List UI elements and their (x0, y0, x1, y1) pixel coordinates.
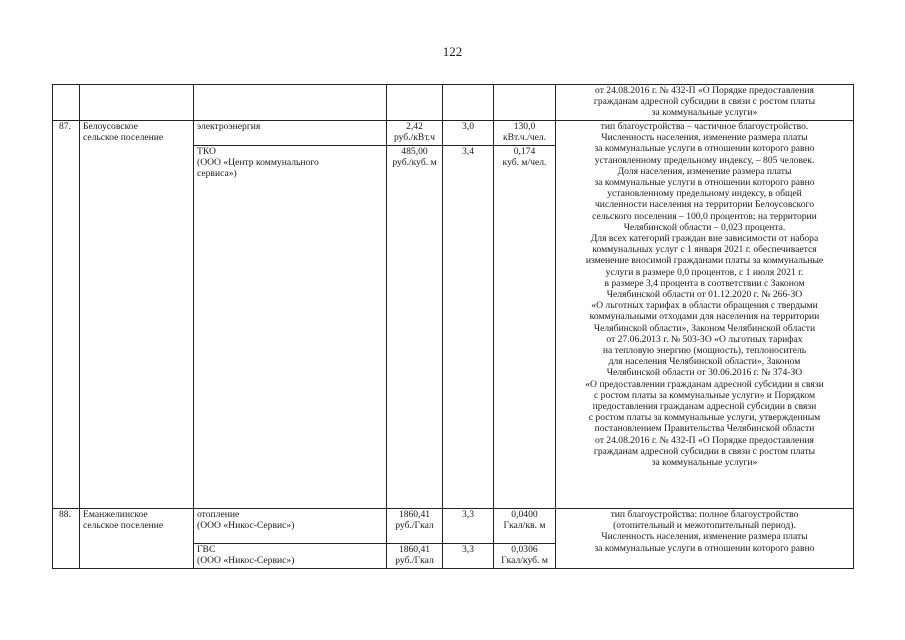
tariff-value-line: руб./Гкал (395, 520, 434, 532)
justification-text-line: гражданам адресной субсидии в связи с ростом платы (593, 96, 816, 108)
norm-value (494, 146, 556, 509)
justification-text-line: Доля населения, изменение размера платы (617, 165, 792, 177)
service-name-line: сервиса») (197, 168, 237, 180)
justification-text-line: услуги в размере 0,0 процентов, с 1 июля 2021 г. (605, 266, 804, 278)
justification-text-line: от 24.08.2016 г. № 432-П «О Порядке предоставления (595, 434, 814, 446)
norm-value (494, 121, 556, 146)
service-name (194, 121, 387, 146)
tariff-value (387, 544, 443, 569)
settlement-name (80, 85, 194, 121)
table-row (53, 121, 854, 146)
justification-text-line: постановлением Правительства Челябинской области (594, 423, 815, 435)
service-name (194, 85, 387, 121)
justification-text-line: Для всех категорий граждан вне зависимости от набора (590, 233, 819, 245)
tariff-value (387, 509, 443, 544)
settlement-name-line: Еманжелинское (83, 509, 148, 520)
justification-text-line: коммунальными отходами для населения на территории (589, 311, 820, 323)
justification-text-line: гражданам адресной субсидии в связи с ростом платы (593, 445, 816, 457)
norm-value (494, 509, 556, 544)
row-number: 87. (53, 121, 80, 509)
justification-text (556, 509, 854, 569)
justification-text-line: за коммунальные услуги» (651, 107, 758, 119)
justification-text-line: «О предоставлении гражданам адресной субсидии в связи (585, 378, 824, 390)
norm-value-line: Гкал/кв. м (503, 520, 546, 532)
settlement-name-line: Белоусовское (83, 121, 138, 132)
tariff-value-line: руб./куб. м (392, 157, 437, 169)
settlement-name-line: сельское поселение (83, 132, 164, 144)
service-name-line: электроэнергия (197, 121, 261, 132)
row-number: 88. (53, 509, 80, 569)
justification-text-line: в размере 3,4 процента в соответствии с Законом (604, 277, 805, 289)
service-name (194, 146, 387, 509)
justification-text-line: за коммунальные услуги в отношении которого равно (594, 177, 815, 189)
justification-text-line: Численность населения, изменение размера платы (601, 132, 808, 144)
justification-text (556, 85, 854, 121)
justification-text (556, 121, 854, 509)
justification-text-line: тип благоустройства: полное благоустройство (610, 509, 799, 520)
norm-value-line: 0,174 (513, 146, 536, 157)
tariff-value-line: 1860,41 (398, 509, 431, 520)
tariff-table (52, 84, 854, 569)
justification-text-line: изменение вносимой гражданами платы за коммунальные (585, 255, 824, 267)
justification-text-line: коммунальных услуг с 1 января 2021 г. обеспечивается (592, 244, 817, 256)
justification-text-line: за коммунальные услуги» (651, 457, 758, 469)
justification-text-line: Челябинской области от 01.12.2020 г. № 266-ЗО (606, 289, 803, 301)
justification-text-line: с ростом платы за коммунальные услуги, утвержденным (588, 412, 821, 424)
tariff-value-line: 1860,41 (398, 544, 431, 555)
tariff-value-line: 485,00 (401, 146, 428, 157)
justification-text-line: от 27.06.2013 г. № 503-ЗО «О льготных тарифах (606, 333, 803, 345)
tariff-value-line: руб./Гкал (395, 555, 434, 567)
table-row (53, 85, 854, 121)
tariff-value (387, 85, 443, 121)
service-name-line: ГВС (197, 544, 216, 555)
index-value: 3,3 (443, 544, 494, 569)
justification-text-line: на тепловую энергию (мощность), теплоноситель (602, 345, 807, 357)
justification-text-line: (отопительный и межотопительный период). (613, 520, 796, 532)
index-value (443, 85, 494, 121)
norm-value (494, 544, 556, 569)
service-name-line: (ООО «Центр коммунального (197, 157, 319, 169)
tariff-value-line: руб./кВт.ч (393, 132, 436, 144)
service-name (194, 544, 387, 569)
service-name-line: (ООО «Никос-Сервис») (197, 520, 295, 532)
norm-value-line: Гкал/куб. м (501, 555, 548, 567)
justification-text-line: тип благоустройства – частичное благоустройство. (600, 121, 809, 132)
norm-value-line: 130,0 (513, 121, 536, 132)
justification-text-line: установленному предельному индексу, – 805 человек. (594, 154, 815, 166)
norm-value (494, 85, 556, 121)
index-value: 3,3 (443, 509, 494, 544)
justification-text-line: Челябинской области – 0,023 процента. (623, 221, 786, 233)
justification-text-line: за коммунальные услуги в отношении которого равно (594, 143, 815, 155)
justification-text-line: с ростом платы за коммунальные услуги» и Порядком (593, 389, 816, 401)
norm-value-line: куб. м/чел. (502, 157, 547, 169)
justification-text-line: для населения Челябинской области», Законом (608, 356, 801, 368)
service-name-line: ТКО (197, 146, 216, 157)
justification-text-line: сельского поселения – 100,0 процентов; на территории (592, 210, 817, 222)
norm-value-line: 0,0306 (511, 544, 538, 555)
page-number: 122 (442, 44, 463, 59)
justification-text-line: за коммунальные услуги в отношении которого равно (594, 542, 815, 554)
index-value: 3,4 (443, 146, 494, 509)
row-number (53, 85, 80, 121)
tariff-value-line: 2,42 (406, 121, 423, 132)
index-value: 3,0 (443, 121, 494, 146)
justification-text-line: численности населения на территории Белоусовского (594, 199, 815, 211)
service-name-line: отопление (197, 509, 240, 520)
justification-text-line: предоставления гражданам адресной субсидии в связи (592, 401, 817, 413)
norm-value-line: 0,0400 (511, 509, 538, 520)
table-row (53, 509, 854, 544)
justification-text-line: Челябинской области», Законом Челябинской области (593, 322, 816, 334)
norm-value-line: кВт.ч./чел. (502, 132, 547, 144)
tariff-value (387, 146, 443, 509)
settlement-name-line: сельское поселение (83, 520, 164, 532)
justification-text-line: Численность населения, изменение размера платы (601, 531, 808, 543)
settlement-name (80, 509, 194, 569)
justification-text-line: «О льготных тарифах в области обращения с твердыми (591, 300, 818, 312)
justification-text-line: установленному предельному индексу, в общей (607, 188, 802, 200)
tariff-value (387, 121, 443, 146)
settlement-name (80, 121, 194, 509)
justification-text-line: Челябинской области от 30.06.2016 г. № 374-ЗО (606, 367, 803, 379)
service-name-line: (ООО «Никос-Сервис») (197, 555, 295, 567)
table-body (53, 85, 854, 569)
justification-text-line: от 24.08.2016 г. № 432-П «О Порядке предоставления (595, 85, 814, 96)
service-name (194, 509, 387, 544)
